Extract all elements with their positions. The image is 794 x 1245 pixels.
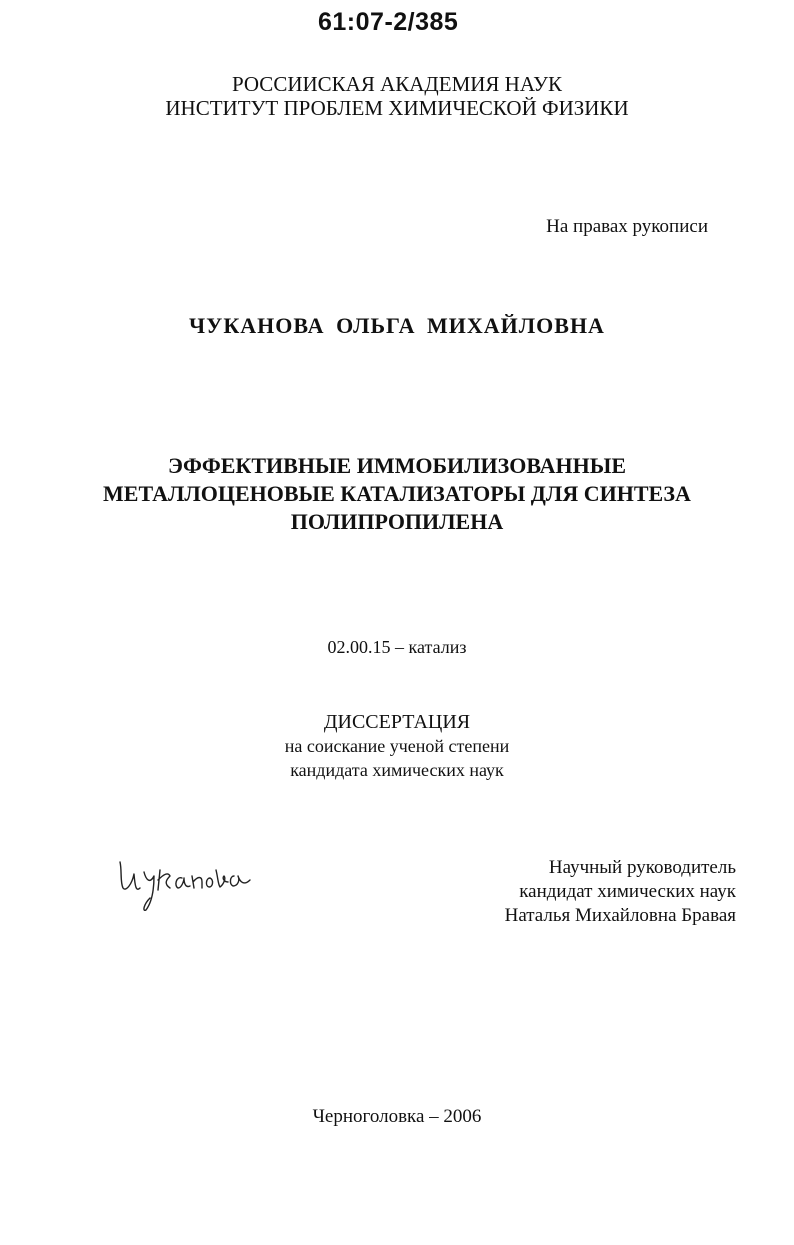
title-line-2: МЕТАЛЛОЦЕНОВЫЕ КАТАЛИЗАТОРЫ ДЛЯ СИНТЕЗА xyxy=(103,481,691,506)
dissertation-info xyxy=(0,710,794,782)
dissertation-title xyxy=(0,452,794,536)
organization-line-2: ИНСТИТУТ ПРОБЛЕМ ХИМИЧЕСКОЙ ФИЗИКИ xyxy=(165,96,629,120)
dissertation-heading: ДИССЕРТАЦИЯ xyxy=(323,711,471,733)
advisor-name: Наталья Михайловна Бравая xyxy=(504,905,736,926)
title-line-1: ЭФФЕКТИВНЫЕ ИММОБИЛИЗОВАННЫЕ xyxy=(167,453,627,478)
author-name: ЧУКАНОВА ОЛЬГА МИХАЙЛОВНА xyxy=(189,313,605,338)
rights-notice: На правах рукописи xyxy=(546,216,708,237)
handwritten-signature xyxy=(108,840,268,920)
archive-stamp-number: 61:07-2/385 xyxy=(318,8,459,36)
title-line-3: ПОЛИПРОПИЛЕНА xyxy=(290,509,504,534)
advisor-role: Научный руководитель xyxy=(548,857,736,878)
organization-line-1: РОССИИСКАЯ АКАДЕМИЯ НАУК xyxy=(231,72,563,96)
specialty-code: 02.00.15 – катализ xyxy=(327,637,467,657)
advisor-degree: кандидат химических наук xyxy=(519,881,736,902)
city-year: Черноголовка – 2006 xyxy=(312,1106,482,1127)
scientific-advisor xyxy=(505,856,736,928)
degree-line-2: кандидата химических наук xyxy=(290,760,504,780)
degree-line-1: на соискание ученой степени xyxy=(284,736,510,756)
